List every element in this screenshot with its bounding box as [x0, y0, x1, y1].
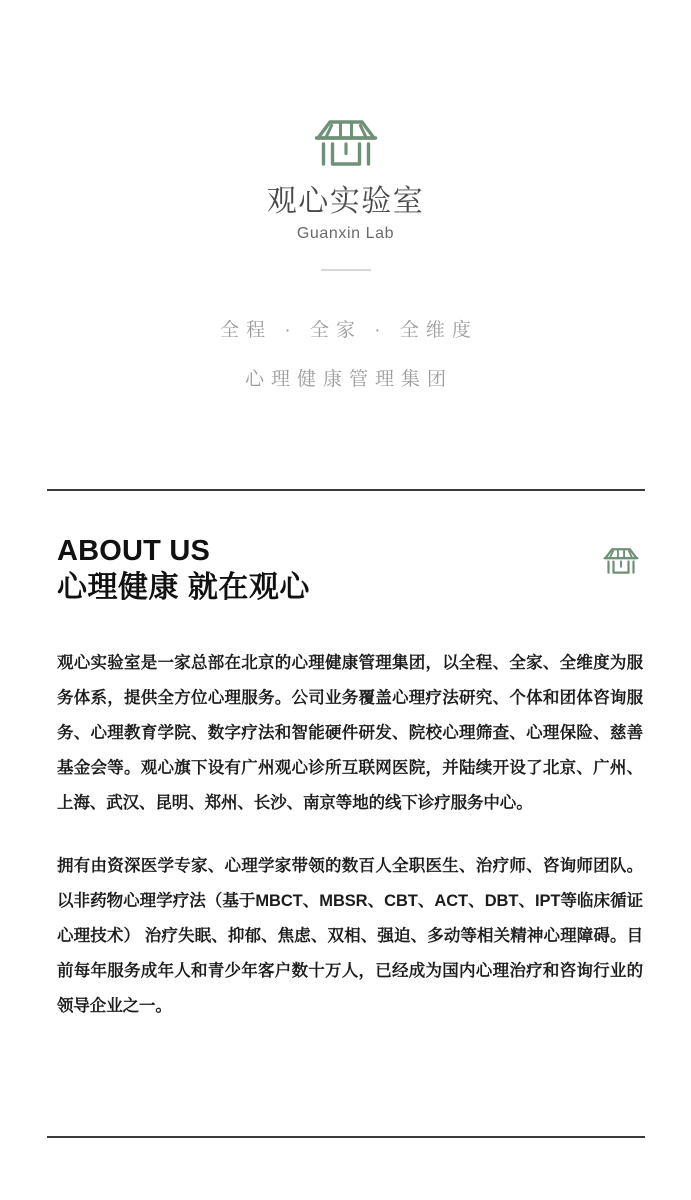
- about-section: [57, 533, 643, 1024]
- brand-hero: [0, 0, 691, 391]
- section-divider-top: [47, 489, 645, 491]
- storefront-icon: [310, 118, 382, 170]
- page-title: 心理健康 就在观心: [57, 571, 310, 605]
- brand-divider: [321, 269, 371, 271]
- tagline-line-2: 心理健康管理集团: [244, 368, 453, 390]
- storefront-icon: [601, 547, 641, 576]
- tagline-block: [213, 315, 478, 391]
- about-header: [57, 533, 643, 606]
- section-divider-bottom: [47, 1136, 645, 1138]
- brand-name-latin: Guanxin Lab: [296, 224, 395, 242]
- tagline-line-1: 全程 · 全家 · 全维度: [220, 319, 478, 341]
- about-paragraph: 观心实验室是一家总部在北京的心理健康管理集团，以全程、全家、全维度为服务体系，提供全方位心理服务。公司业务覆盖心理疗法研究、个体和团体咨询服务、心理教育学院、数字疗法和智能硬件研发、院校心理筛查、心理保险、慈善基金会等。观心旗下设有广州观心诊所互联网医院，并陆续开设了北京、广州、上海、武汉、昆明、郑州、长沙、南京等地的线下诊疗服务中心。: [57, 654, 643, 813]
- about-eyebrow: ABOUT US: [57, 535, 211, 567]
- about-body: [57, 646, 643, 1024]
- brand-name-cn: 观心实验室: [266, 185, 425, 218]
- about-title-group: [57, 533, 310, 606]
- about-paragraph: 拥有由资深医学专家、心理学家带领的数百人全职医生、治疗师、咨询师团队。以非药物心理学疗法（基于MBCT、MBSR、CBT、ACT、DBT、IPT等临床循证心理技术） 治疗失眠、抑郁、焦虑、双相、强迫、多动等相关精神心理障碍。目前每年服务成年人和青少年客户数十万人，已经成为国内心理治疗和咨询行业的领导企业之一。: [57, 857, 643, 1016]
